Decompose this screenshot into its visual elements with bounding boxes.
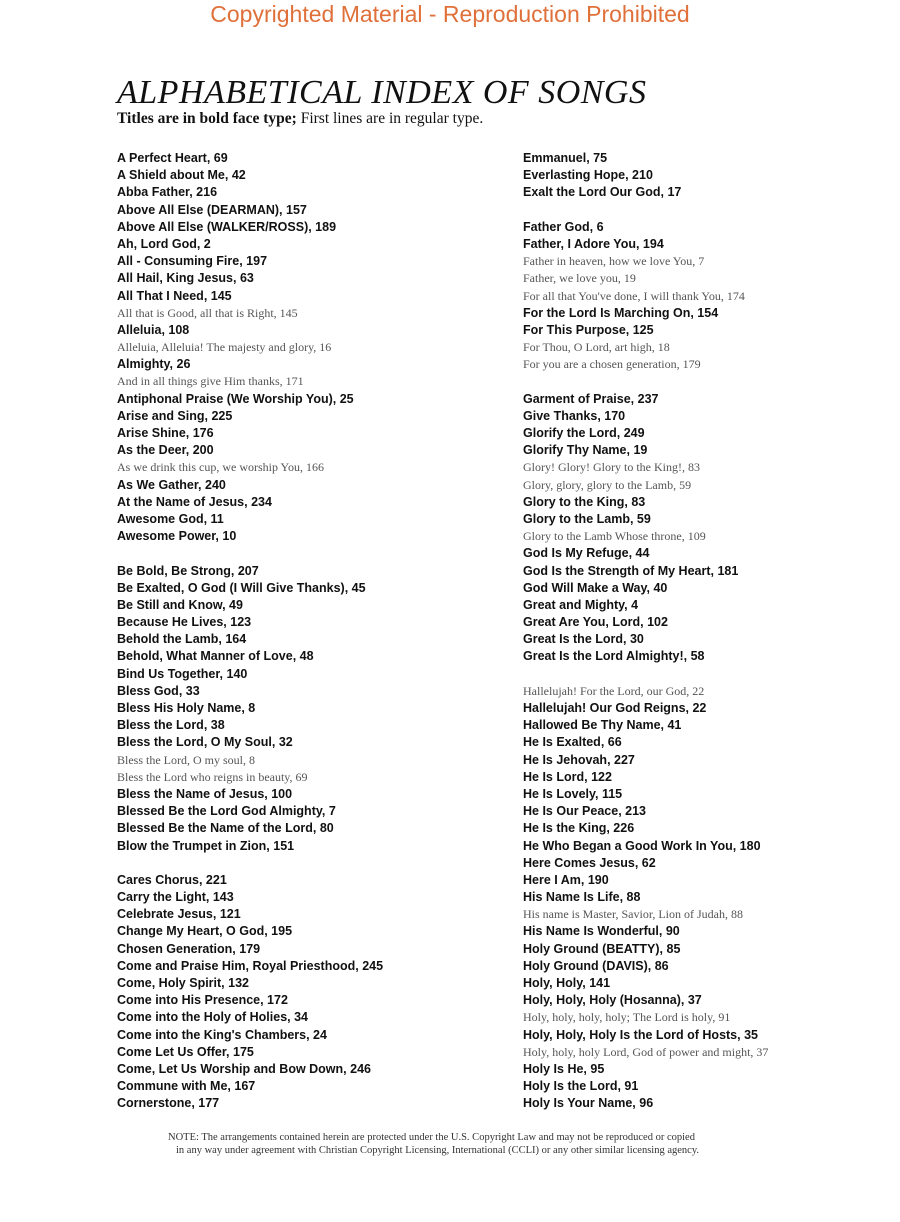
song-firstline-entry: Glory! Glory! Glory to the King!, 83: [523, 460, 700, 475]
song-title-entry: Blessed Be the Lord God Almighty, 7: [117, 804, 336, 819]
song-title-entry: All - Consuming Fire, 197: [117, 254, 268, 269]
copyright-note: [168, 1131, 868, 1157]
song-firstline-entry: His name is Master, Savior, Lion of Judah, 88: [523, 907, 744, 922]
song-title-entry: Bind Us Together, 140: [117, 666, 248, 681]
song-title-entry: Celebrate Jesus, 121: [117, 907, 241, 922]
song-title-entry: All Hail, King Jesus, 63: [117, 271, 254, 286]
song-title-entry: Because He Lives, 123: [117, 615, 252, 630]
song-firstline-entry: For you are a chosen generation, 179: [523, 357, 701, 372]
song-firstline-entry: For all that You've done, I will thank You, 174: [523, 288, 745, 303]
song-firstline-entry: For Thou, O Lord, art high, 18: [523, 340, 670, 355]
song-firstline-entry: All that is Good, all that is Right, 145: [117, 305, 298, 320]
song-firstline-entry: Father in heaven, how we love You, 7: [523, 254, 705, 269]
song-title-entry: He Is Exalted, 66: [523, 735, 622, 750]
song-title-entry: Cornerstone, 177: [117, 1096, 220, 1111]
song-title-entry: For the Lord Is Marching On, 154: [523, 305, 719, 320]
song-firstline-entry: Glory, glory, glory to the Lamb, 59: [523, 477, 692, 492]
song-title-entry: Above All Else (DEARMAN), 157: [117, 202, 307, 217]
song-firstline-entry: Bless the Lord, O my soul, 8: [117, 752, 255, 767]
song-title-entry: Holy Ground (BEATTY), 85: [523, 941, 681, 956]
song-title-entry: Behold the Lamb, 164: [117, 632, 247, 647]
song-title-entry: Ah, Lord God, 2: [117, 236, 211, 251]
song-title-entry: Glory to the Lamb, 59: [523, 511, 651, 526]
song-firstline-entry: Glory to the Lamb Whose throne, 109: [523, 529, 706, 544]
song-title-entry: Bless God, 33: [117, 683, 200, 698]
song-title-entry: Come Let Us Offer, 175: [117, 1044, 254, 1059]
song-title-entry: Antiphonal Praise (We Worship You), 25: [117, 391, 354, 406]
song-title-entry: He Is the King, 226: [523, 821, 635, 836]
song-title-entry: Blow the Trumpet in Zion, 151: [117, 838, 295, 853]
song-title-entry: All That I Need, 145: [117, 288, 232, 303]
song-title-entry: Great and Mighty, 4: [523, 597, 639, 612]
song-title-entry: Arise Shine, 176: [117, 426, 214, 440]
song-title-entry: Change My Heart, O God, 195: [117, 924, 293, 939]
song-title-entry: Bless the Lord, 38: [117, 718, 225, 733]
song-firstline-entry: And in all things give Him thanks, 171: [117, 374, 304, 389]
song-title-entry: Here Comes Jesus, 62: [523, 855, 656, 870]
song-title-entry: Abba Father, 216: [117, 185, 218, 200]
section-gap: [117, 545, 383, 562]
song-firstline-entry: Hallelujah! For the Lord, our God, 22: [523, 683, 705, 698]
song-title-entry: Bless the Name of Jesus, 100: [117, 786, 293, 801]
song-title-entry: He Is Lovely, 115: [523, 786, 623, 801]
song-title-entry: For This Purpose, 125: [523, 322, 654, 337]
song-title-entry: Commune with Me, 167: [117, 1079, 256, 1094]
song-title-entry: At the Name of Jesus, 234: [117, 494, 272, 509]
song-title-entry: Almighty, 26: [117, 357, 191, 372]
song-title-entry: He Is Our Peace, 213: [523, 804, 646, 819]
song-firstline-entry: Alleluia, Alleluia! The majesty and glory, 16: [117, 340, 332, 355]
song-title-entry: Behold, What Manner of Love, 48: [117, 649, 314, 664]
song-title-entry: God Will Make a Way, 40: [523, 580, 668, 595]
copyright-banner: Copyrighted Material - Reproduction Prohibited: [210, 1, 690, 27]
song-title-entry: Glorify Thy Name, 19: [523, 443, 648, 458]
song-title-entry: Great Are You, Lord, 102: [523, 615, 668, 630]
song-title-entry: Exalt the Lord Our God, 17: [523, 185, 682, 200]
song-title-entry: Emmanuel, 75: [523, 151, 608, 165]
song-title-entry: Be Still and Know, 49: [117, 597, 243, 612]
subtitle-bold-part: Titles are in bold face type;: [117, 110, 297, 127]
section-gap: [117, 855, 383, 872]
song-firstline-entry: Bless the Lord who reigns in beauty, 69: [117, 769, 308, 784]
song-title-entry: Hallelujah! Our God Reigns, 22: [523, 701, 707, 715]
song-title-entry: Above All Else (WALKER/ROSS), 189: [117, 219, 337, 234]
song-title-entry: Be Exalted, O God (I Will Give Thanks), 45: [117, 580, 366, 595]
subtitle-regular-part: First lines are in regular type.: [296, 110, 484, 127]
section-gap: [523, 373, 768, 390]
song-title-entry: Father, I Adore You, 194: [523, 236, 664, 251]
song-title-entry: Holy, Holy, Holy (Hosanna), 37: [523, 993, 702, 1008]
song-title-entry: Great Is the Lord Almighty!, 58: [523, 649, 705, 664]
song-title-entry: Holy Ground (DAVIS), 86: [523, 958, 669, 973]
song-firstline-entry: Holy, holy, holy Lord, God of power and might, 37: [523, 1044, 769, 1059]
song-title-entry: God Is the Strength of My Heart, 181: [523, 563, 739, 578]
song-firstline-entry: Holy, holy, holy, holy; The Lord is holy, 91: [523, 1010, 731, 1025]
song-title-entry: Blessed Be the Name of the Lord, 80: [117, 821, 334, 836]
song-title-entry: Glory to the King, 83: [523, 494, 646, 509]
song-title-entry: His Name Is Wonderful, 90: [523, 924, 680, 939]
song-title-entry: God Is My Refuge, 44: [523, 546, 650, 561]
song-title-entry: Come into the King's Chambers, 24: [117, 1027, 327, 1042]
song-title-entry: Garment of Praise, 237: [523, 391, 659, 406]
song-firstline-entry: As we drink this cup, we worship You, 166: [117, 460, 324, 475]
section-gap: [523, 666, 768, 683]
song-title-entry: As the Deer, 200: [117, 443, 214, 458]
song-title-entry: He Is Lord, 122: [523, 769, 612, 784]
song-title-entry: Bless His Holy Name, 8: [117, 701, 256, 715]
page-title: ALPHABETICAL INDEX OF SONGS: [117, 74, 647, 111]
song-title-entry: Here I Am, 190: [523, 872, 609, 887]
song-title-entry: A Shield about Me, 42: [117, 168, 246, 183]
song-title-entry: Cares Chorus, 221: [117, 872, 227, 887]
song-firstline-entry: Father, we love you, 19: [523, 271, 636, 286]
song-title-entry: Holy, Holy, 141: [523, 976, 611, 990]
song-title-entry: His Name Is Life, 88: [523, 890, 641, 905]
song-title-entry: Come, Let Us Worship and Bow Down, 246: [117, 1061, 371, 1076]
copyright-note-line: NOTE: The arrangements contained herein are protected under the U.S. Copyright Law and may not be reproduced or copied: [168, 1132, 695, 1143]
index-column-left: [117, 150, 383, 1113]
song-title-entry: As We Gather, 240: [117, 477, 226, 492]
song-title-entry: Give Thanks, 170: [523, 408, 626, 423]
song-title-entry: Holy Is the Lord, 91: [523, 1079, 639, 1094]
song-title-entry: Holy, Holy, Holy Is the Lord of Hosts, 35: [523, 1027, 758, 1042]
song-title-entry: Arise and Sing, 225: [117, 408, 233, 423]
song-title-entry: Be Bold, Be Strong, 207: [117, 563, 259, 578]
song-title-entry: Come into His Presence, 172: [117, 993, 288, 1008]
song-title-entry: Carry the Light, 143: [117, 890, 234, 905]
section-gap: [523, 202, 768, 219]
song-title-entry: A Perfect Heart, 69: [117, 151, 228, 165]
song-title-entry: Awesome Power, 10: [117, 529, 237, 544]
song-title-entry: Glorify the Lord, 249: [523, 426, 645, 440]
page-subtitle: [117, 110, 483, 128]
index-column-right: [523, 150, 768, 1113]
song-title-entry: Holy Is He, 95: [523, 1061, 605, 1076]
song-title-entry: Holy Is Your Name, 96: [523, 1096, 654, 1111]
song-title-entry: Great Is the Lord, 30: [523, 632, 644, 647]
song-title-entry: He Is Jehovah, 227: [523, 752, 635, 767]
copyright-note-line: in any way under agreement with Christian Copyright Licensing, International (CCLI) or any other similar licensing agency.: [176, 1145, 700, 1156]
song-title-entry: Come, Holy Spirit, 132: [117, 976, 249, 990]
song-title-entry: Everlasting Hope, 210: [523, 168, 653, 183]
song-title-entry: Chosen Generation, 179: [117, 941, 261, 956]
song-title-entry: Awesome God, 11: [117, 511, 224, 526]
song-title-entry: He Who Began a Good Work In You, 180: [523, 838, 761, 853]
song-title-entry: Come into the Holy of Holies, 34: [117, 1010, 308, 1025]
song-title-entry: Come and Praise Him, Royal Priesthood, 245: [117, 958, 384, 973]
song-title-entry: Alleluia, 108: [117, 322, 190, 337]
song-title-entry: Hallowed Be Thy Name, 41: [523, 718, 682, 733]
song-title-entry: Bless the Lord, O My Soul, 32: [117, 735, 293, 750]
song-title-entry: Father God, 6: [523, 219, 604, 234]
